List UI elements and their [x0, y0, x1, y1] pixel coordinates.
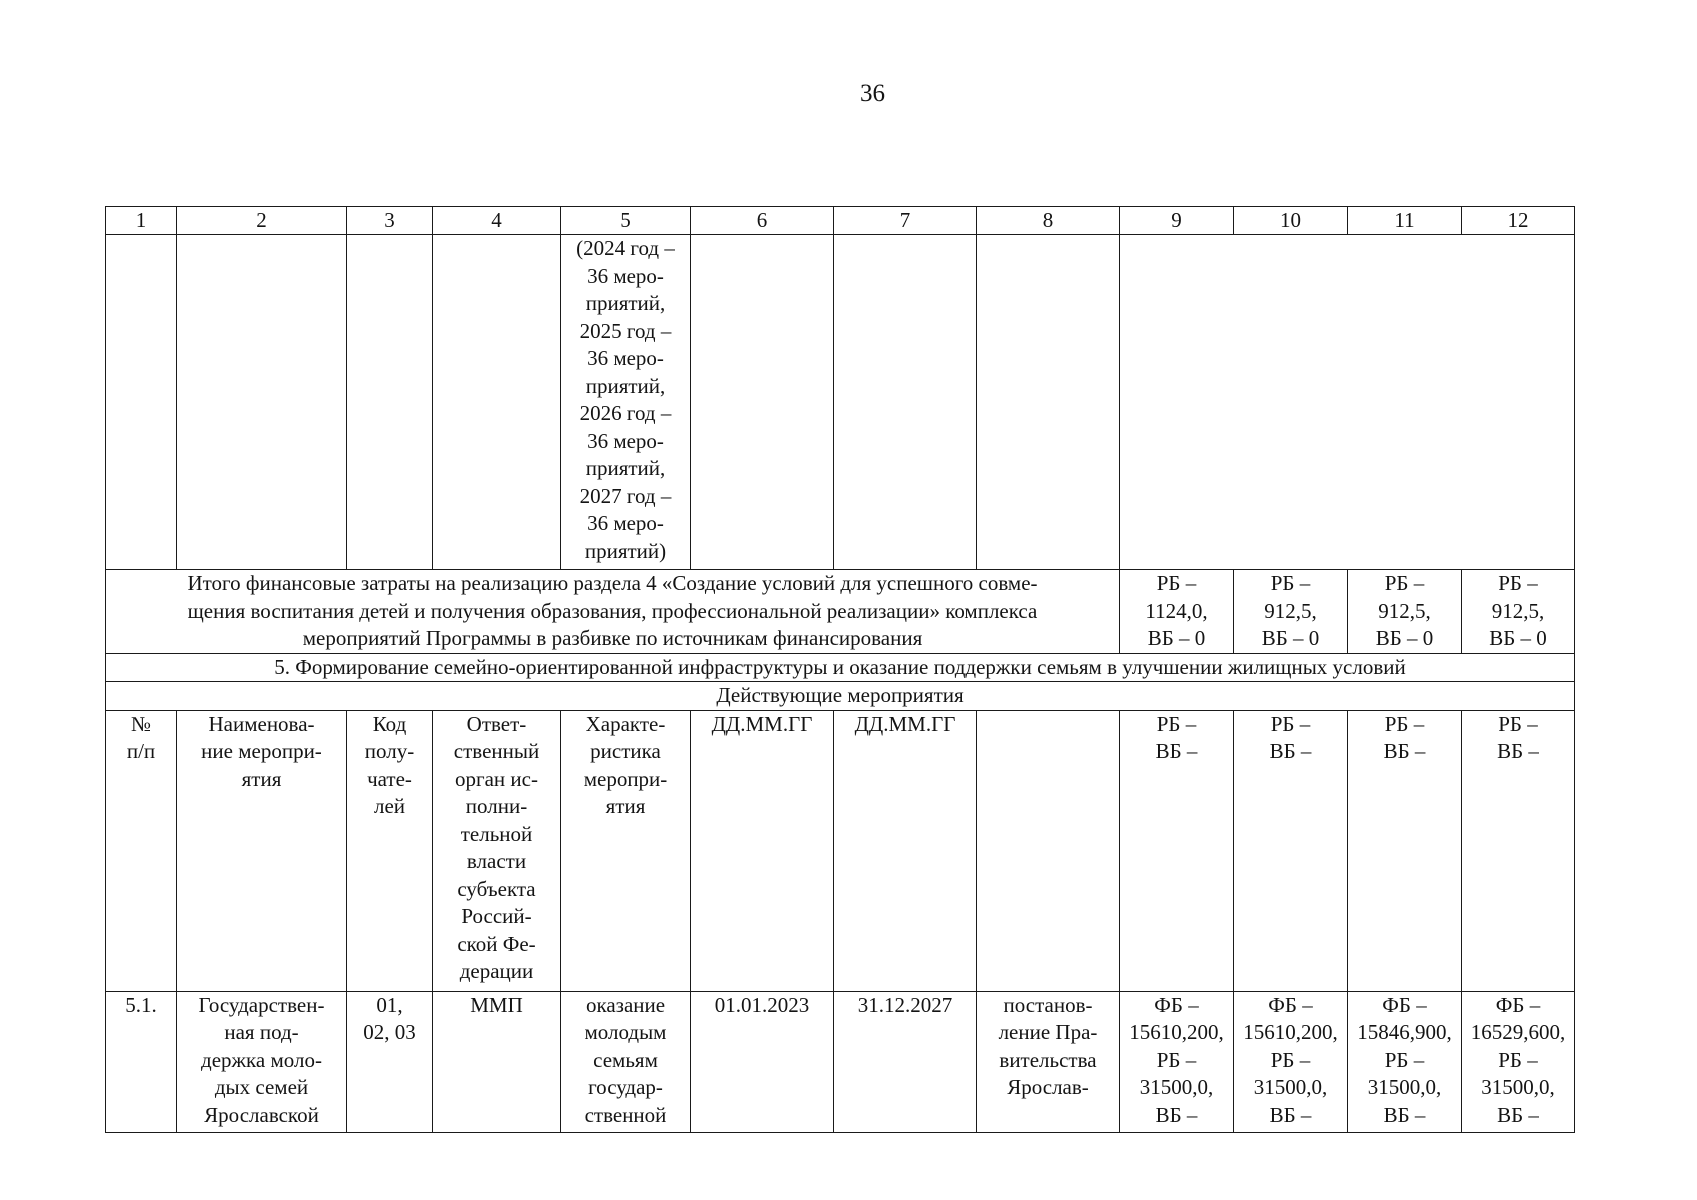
- form-cell: ДД.ММ.ГГ: [691, 710, 834, 991]
- form-header-row: [106, 710, 1575, 991]
- column-number: 8: [977, 207, 1120, 235]
- table-cell: [1120, 235, 1575, 570]
- column-number: 3: [347, 207, 433, 235]
- form-cell: Код полу- чате- лей: [347, 710, 433, 991]
- table-cell: [691, 235, 834, 570]
- column-number: 10: [1234, 207, 1348, 235]
- program-table: [105, 206, 1575, 1133]
- column-number: 7: [834, 207, 977, 235]
- item-funding: ФБ – 15610,200, РБ – 31500,0, ВБ –: [1120, 991, 1234, 1132]
- form-cell: РБ – ВБ –: [1348, 710, 1462, 991]
- form-cell: ДД.ММ.ГГ: [834, 710, 977, 991]
- column-number: 11: [1348, 207, 1462, 235]
- table-cell: [347, 235, 433, 570]
- form-cell: [977, 710, 1120, 991]
- event-count-cell: (2024 год – 36 меро- приятий, 2025 год – 36 меро- приятий, 2026 год – 36 меро- приятий, 2027 год – 36 меро- приятий): [561, 235, 691, 570]
- item-name: Государствен- ная под- держка моло- дых семей Ярославской: [177, 991, 347, 1132]
- table-cell: [106, 235, 177, 570]
- item-start-date: 01.01.2023: [691, 991, 834, 1132]
- item-responsible-body: ММП: [433, 991, 561, 1132]
- form-cell: РБ – ВБ –: [1234, 710, 1348, 991]
- section-row: [106, 653, 1575, 682]
- total-value: РБ – 1124,0, ВБ – 0: [1120, 570, 1234, 654]
- form-cell: № п/п: [106, 710, 177, 991]
- page-number: 36: [860, 80, 885, 107]
- total-value: РБ – 912,5, ВБ – 0: [1234, 570, 1348, 654]
- table-row: [106, 991, 1575, 1132]
- column-number: 5: [561, 207, 691, 235]
- subsection-title: Действующие мероприятия: [106, 682, 1575, 711]
- column-number: 12: [1462, 207, 1575, 235]
- item-funding: ФБ – 15610,200, РБ – 31500,0, ВБ –: [1234, 991, 1348, 1132]
- total-row: [106, 570, 1575, 654]
- item-legal-basis: постанов- ление Пра- вительства Ярослав-: [977, 991, 1120, 1132]
- item-description: оказание молодым семьям государ- ственной: [561, 991, 691, 1132]
- column-number: 9: [1120, 207, 1234, 235]
- subsection-row: [106, 682, 1575, 711]
- section-title: 5. Формирование семейно-ориентированной инфраструктуры и оказание поддержки семьям в улучшении жилищных условий: [106, 653, 1575, 682]
- table-cell: [977, 235, 1120, 570]
- form-cell: Характе- ристика меропри- ятия: [561, 710, 691, 991]
- total-value: РБ – 912,5, ВБ – 0: [1462, 570, 1575, 654]
- column-number: 2: [177, 207, 347, 235]
- continuation-row: [106, 235, 1575, 570]
- column-number: 6: [691, 207, 834, 235]
- table-cell: [177, 235, 347, 570]
- table-cell: [834, 235, 977, 570]
- column-number-row: [106, 207, 1575, 235]
- item-funding: ФБ – 15846,900, РБ – 31500,0, ВБ –: [1348, 991, 1462, 1132]
- item-number: 5.1.: [106, 991, 177, 1132]
- table-cell: [433, 235, 561, 570]
- total-label: Итого финансовые затраты на реализацию раздела 4 «Создание условий для успешного совме- щения воспитания детей и получения образования, профессиональной реализации» комплекса мероприятий Программы в разбивке по источникам финансирования: [106, 570, 1120, 654]
- item-funding: ФБ – 16529,600, РБ – 31500,0, ВБ –: [1462, 991, 1575, 1132]
- form-cell: Ответ- ственный орган ис- полни- тельной власти субъекта Россий- ской Фе- дерации: [433, 710, 561, 991]
- column-number: 1: [106, 207, 177, 235]
- total-value: РБ – 912,5, ВБ – 0: [1348, 570, 1462, 654]
- form-cell: РБ – ВБ –: [1462, 710, 1575, 991]
- column-number: 4: [433, 207, 561, 235]
- form-cell: РБ – ВБ –: [1120, 710, 1234, 991]
- form-cell: Наименова- ние меропри- ятия: [177, 710, 347, 991]
- item-end-date: 31.12.2027: [834, 991, 977, 1132]
- item-recipient-codes: 01, 02, 03: [347, 991, 433, 1132]
